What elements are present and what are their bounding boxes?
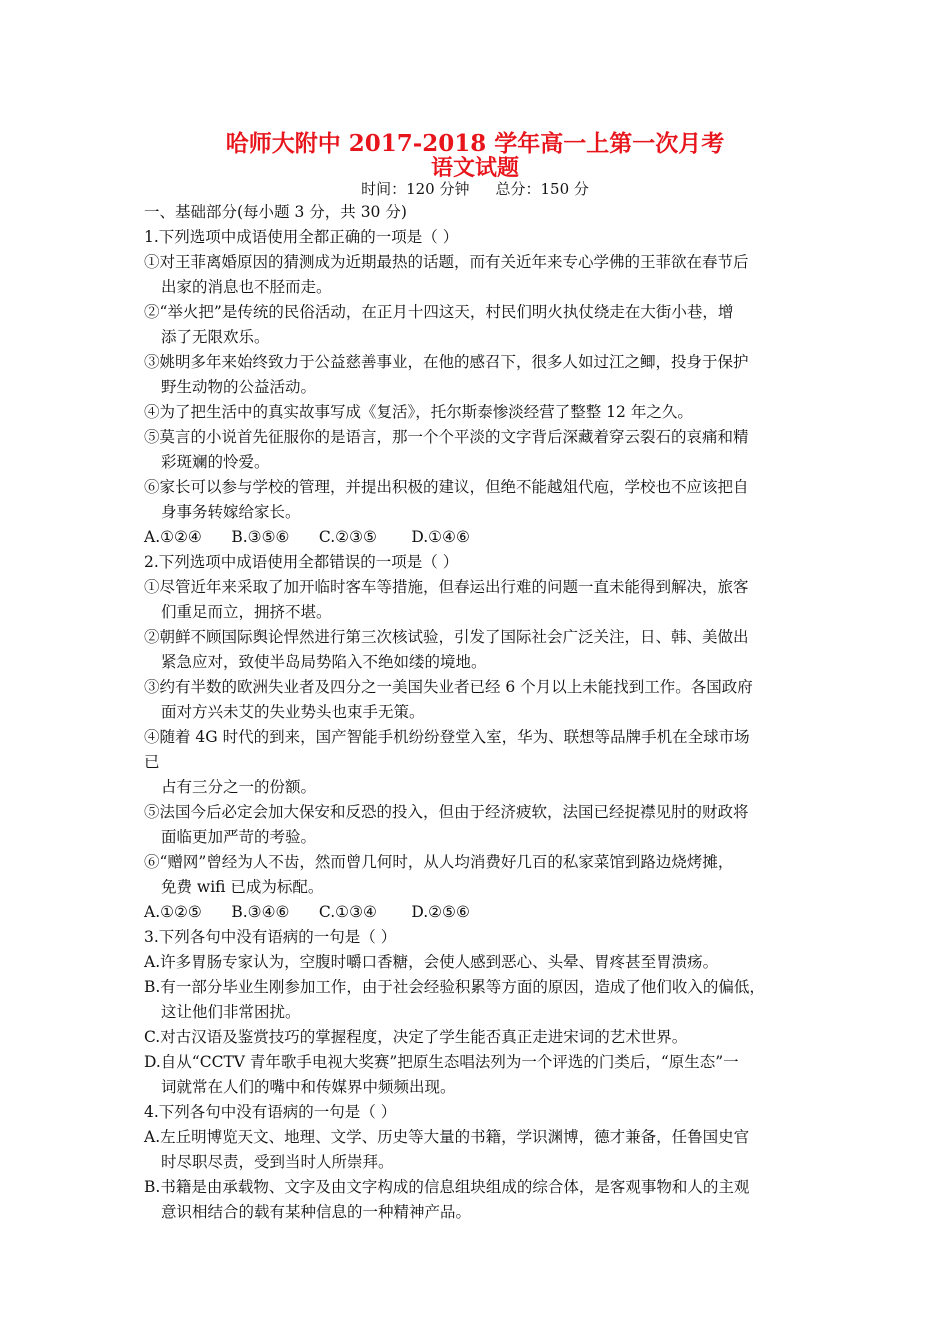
exam-title: 哈师大附中 2017-2018 学年高一上第一次月考 <box>225 130 725 157</box>
q1-item-6-cont: 身事务转嫁给家长。 <box>161 503 301 521</box>
q3-option-b-cont: 这让他们非常困扰。 <box>161 1003 301 1021</box>
q1-item-1: ①对王菲离婚原因的猜测成为近期最热的话题，而有关近年来专心学佛的王菲欲在春节后 <box>144 253 749 271</box>
q2-item-6: ⑥“赠网”曾经为人不齿，然而曾几何时，从人均消费好几百的私家菜馆到路边烧烤摊， <box>144 853 734 871</box>
q2-item-4-orphan: 已 <box>144 753 160 771</box>
question-3-stem: 3.下列各句中没有语病的一句是（ ） <box>144 928 397 946</box>
q2-item-4-cont: 占有三分之一的份额。 <box>161 778 317 796</box>
q2-item-6-cont: 免费 wifi 已成为标配。 <box>161 878 324 896</box>
exam-subtitle: 语文试题 <box>430 155 519 181</box>
q1-item-5: ⑤莫言的小说首先征服你的是语言，那一个个平淡的文字背后深藏着穿云裂石的哀痛和精 <box>144 428 749 446</box>
q2-item-1: ①尽管近年来采取了加开临时客车等措施，但春运出行难的问题一直未能得到解决，旅客 <box>144 578 749 596</box>
section-heading: 一、基础部分(每小题 3 分，共 30 分) <box>144 203 407 221</box>
q1-item-3-cont: 野生动物的公益活动。 <box>161 378 317 396</box>
q1-item-1-cont: 出家的消息也不胫而走。 <box>161 278 332 296</box>
question-1-stem: 1.下列选项中成语使用全都正确的一项是（ ） <box>144 228 459 246</box>
q2-item-3-cont: 面对方兴未艾的失业势头也束手无策。 <box>161 703 425 721</box>
exam-score: 总分：150 分 <box>495 180 589 198</box>
question-2-stem: 2.下列选项中成语使用全都错误的一项是（ ） <box>144 553 459 571</box>
q2-item-5-cont: 面临更加严苛的考验。 <box>161 828 317 846</box>
q2-item-4: ④随着 4G 时代的到来，国产智能手机纷纷登堂入室，华为、联想等品牌手机在全球市场 <box>144 728 750 746</box>
q2-item-2-cont: 紧急应对，致使半岛局势陷入不绝如缕的境地。 <box>161 653 487 671</box>
exam-time: 时间：120 分钟 <box>361 180 470 198</box>
q4-option-a: A.左丘明博览天文、地理、文学、历史等大量的书籍，学识渊博，德才兼备，任鲁国史官 <box>144 1128 750 1146</box>
q2-options: A.①②⑤ B.③④⑥ C.①③④ D.②⑤⑥ <box>144 903 470 921</box>
q4-option-a-cont: 时尽职尽责，受到当时人所崇拜。 <box>161 1153 394 1171</box>
q3-option-a: A.许多胃肠专家认为，空腹时嚼口香糖，会使人感到恶心、头晕、胃疼甚至胃溃疡。 <box>144 953 719 971</box>
q2-item-1-cont: 们重足而立，拥挤不堪。 <box>161 603 332 621</box>
q4-option-b: B.书籍是由承载物、文字及由文字构成的信息组块组成的综合体，是客观事物和人的主观 <box>144 1178 750 1196</box>
q4-option-b-cont: 意识相结合的载有某种信息的一种精神产品。 <box>161 1203 472 1221</box>
q1-item-6: ⑥家长可以参与学校的管理，并提出积极的建议，但绝不能越俎代庖，学校也不应该把自 <box>144 478 749 496</box>
q1-item-2-cont: 添了无限欢乐。 <box>161 328 270 346</box>
q1-options: A.①②④ B.③⑤⑥ C.②③⑤ D.①④⑥ <box>144 528 470 546</box>
question-4-stem: 4.下列各句中没有语病的一句是（ ） <box>144 1103 397 1121</box>
q1-item-5-cont: 彩斑斓的怜爱。 <box>161 453 270 471</box>
q1-item-2: ②“举火把”是传统的民俗活动，在正月十四这天，村民们明火执仗绕走在大街小巷，增 <box>144 303 734 321</box>
q1-item-4: ④为了把生活中的真实故事写成《复活》，托尔斯泰惨淡经营了整整 12 年之久。 <box>144 403 693 421</box>
q3-option-d: D.自从“CCTV 青年歌手电视大奖赛”把原生态唱法列为一个评选的门类后，“原生态”一 <box>144 1053 739 1071</box>
q3-option-c: C.对古汉语及鉴赏技巧的掌握程度，决定了学生能否真正走进宋词的艺术世界。 <box>144 1028 688 1046</box>
q2-item-5: ⑤法国今后必定会加大保安和反恐的投入，但由于经济疲软，法国已经捉襟见肘的财政将 <box>144 803 749 821</box>
q3-option-d-cont: 词就常在人们的嘴中和传媒界中频频出现。 <box>161 1078 456 1096</box>
q1-item-3: ③姚明多年来始终致力于公益慈善事业，在他的感召下，很多人如过江之鲫，投身于保护 <box>144 353 749 371</box>
question-body <box>144 200 814 1225</box>
q2-item-3: ③约有半数的欧洲失业者及四分之一美国失业者已经 6 个月以上未能找到工作。各国政府 <box>144 678 753 696</box>
exam-meta <box>0 178 950 199</box>
q3-option-b: B.有一部分毕业生刚参加工作，由于社会经验积累等方面的原因，造成了他们收入的偏低， <box>144 978 765 996</box>
q2-item-2: ②朝鲜不顾国际舆论悍然进行第三次核试验，引发了国际社会广泛关注，日、韩、美做出 <box>144 628 749 646</box>
